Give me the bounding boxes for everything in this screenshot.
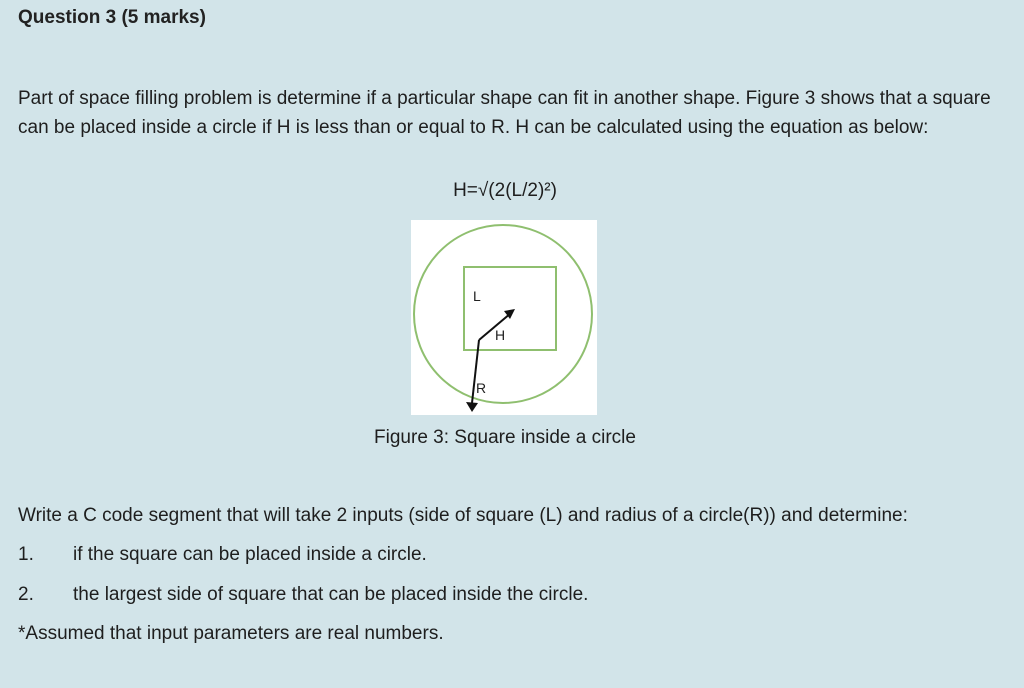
list-item-number: 1. (18, 544, 34, 565)
intro-paragraph (18, 84, 1003, 142)
figure-circle (414, 225, 592, 403)
r-arrowhead (466, 402, 478, 412)
assumption-note: *Assumed that input parameters are real numbers. (18, 623, 444, 644)
intro-text: Part of space filling problem is determine if a particular shape can fit in another shape. Figure 3 shows that a square can be placed inside a circle if H is less than or equal to R. H can be calculated using the equation as below: (18, 88, 991, 138)
list-item-text: if the square can be placed inside a circle. (73, 544, 427, 565)
list-item-number: 2. (18, 584, 34, 605)
figure-square-in-circle (411, 220, 597, 415)
question-title: Question 3 (5 marks) (18, 7, 206, 28)
list-item (18, 544, 427, 566)
figure-diagram (411, 220, 597, 415)
list-item-text: the largest side of square that can be placed inside the circle. (73, 584, 589, 605)
figure-label-r: R (476, 380, 487, 396)
equation: H=√(2(L/2)²) (453, 180, 557, 201)
figure-label-l: L (473, 288, 481, 304)
task-prompt: Write a C code segment that will take 2 inputs (side of square (L) and radius of a circle(R)) and determine: (18, 505, 908, 526)
figure-label-h: H (495, 327, 506, 343)
figure-caption: Figure 3: Square inside a circle (374, 427, 636, 448)
figure-square (464, 267, 556, 350)
list-item (18, 584, 588, 606)
